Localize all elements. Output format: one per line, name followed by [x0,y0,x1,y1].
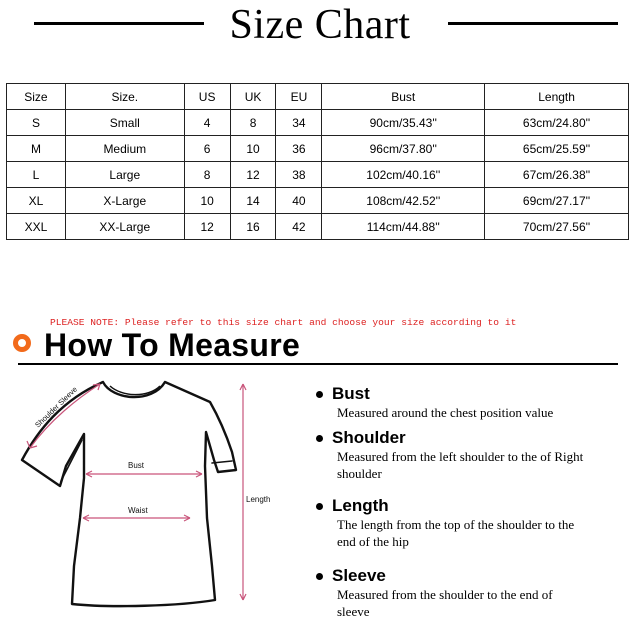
cell-length: 70cm/27.56'' [485,214,629,240]
bullet-icon [316,573,323,580]
size-table-header-row [7,84,629,110]
header-us: US [184,84,230,110]
cell-uk: 10 [230,136,276,162]
length-measure-line [240,384,246,600]
how-to-measure-title: How To Measure [44,327,301,363]
bust-measure-line [86,471,202,477]
cell-size: M [7,136,66,162]
tshirt-diagram [0,368,290,640]
bullet-icon [316,435,323,442]
cell-uk: 12 [230,162,276,188]
measure-desc: Measured from the left shoulder to the of Right shoulder [337,449,584,481]
title-rule-left [34,22,204,25]
size-table [6,83,629,240]
label-waist: Waist [128,506,148,515]
cell-size-name: XX-Large [65,214,184,240]
label-length: Length [246,495,271,504]
header-size: Size [7,84,66,110]
table-row [7,110,629,136]
cell-size: L [7,162,66,188]
size-note: PLEASE NOTE: Please refer to this size chart and choose your size according to it [50,317,517,328]
label-bust: Bust [128,461,145,470]
measure-desc: The length from the top of the shoulder to the end of the hip [337,517,575,549]
label-shoulder-sleeve: Shoulder Sleeve [33,384,79,430]
cell-us: 12 [184,214,230,240]
measure-desc: Measured around the chest position value [337,405,554,420]
cell-us: 4 [184,110,230,136]
measure-item-shoulder [316,428,587,482]
bullet-icon [316,503,323,510]
measure-item-sleeve [316,566,587,620]
cell-eu: 42 [276,214,322,240]
table-row [7,162,629,188]
cell-eu: 36 [276,136,322,162]
table-row [7,188,629,214]
size-chart-header [0,0,640,56]
cell-length: 65cm/25.59'' [485,136,629,162]
section-divider [18,363,618,365]
bullet-icon [316,391,323,398]
cell-us: 6 [184,136,230,162]
cell-eu: 34 [276,110,322,136]
header-uk: UK [230,84,276,110]
tshirt-outline [22,382,236,606]
cell-size-name: Medium [65,136,184,162]
measure-item-bust [316,384,587,421]
cell-eu: 40 [276,188,322,214]
header-bust: Bust [322,84,485,110]
cell-size-name: Small [65,110,184,136]
cell-bust: 96cm/37.80'' [322,136,485,162]
cell-size: XXL [7,214,66,240]
cell-us: 10 [184,188,230,214]
measure-desc: Measured from the shoulder to the end of sleeve [337,587,553,619]
cell-length: 63cm/24.80'' [485,110,629,136]
header-length: Length [485,84,629,110]
cell-length: 67cm/26.38'' [485,162,629,188]
cell-bust: 114cm/44.88'' [322,214,485,240]
orange-ring-icon [13,334,31,352]
cell-size-name: X-Large [65,188,184,214]
cell-length: 69cm/27.17'' [485,188,629,214]
cell-bust: 90cm/35.43'' [322,110,485,136]
header-size-name: Size. [65,84,184,110]
measure-title: Sleeve [332,566,386,585]
cell-uk: 14 [230,188,276,214]
cell-uk: 16 [230,214,276,240]
cell-size-name: Large [65,162,184,188]
cell-uk: 8 [230,110,276,136]
title-rule-right [448,22,618,25]
measure-title: Length [332,496,389,515]
size-chart-title: Size Chart [229,2,411,48]
cell-size: XL [7,188,66,214]
cell-size: S [7,110,66,136]
measure-title: Shoulder [332,428,406,447]
cell-us: 8 [184,162,230,188]
measure-title: Bust [332,384,370,403]
header-eu: EU [276,84,322,110]
cell-bust: 108cm/42.52'' [322,188,485,214]
table-row [7,214,629,240]
cell-bust: 102cm/40.16'' [322,162,485,188]
waist-measure-line [83,515,190,521]
cell-eu: 38 [276,162,322,188]
measure-item-length [316,496,587,550]
table-row [7,136,629,162]
